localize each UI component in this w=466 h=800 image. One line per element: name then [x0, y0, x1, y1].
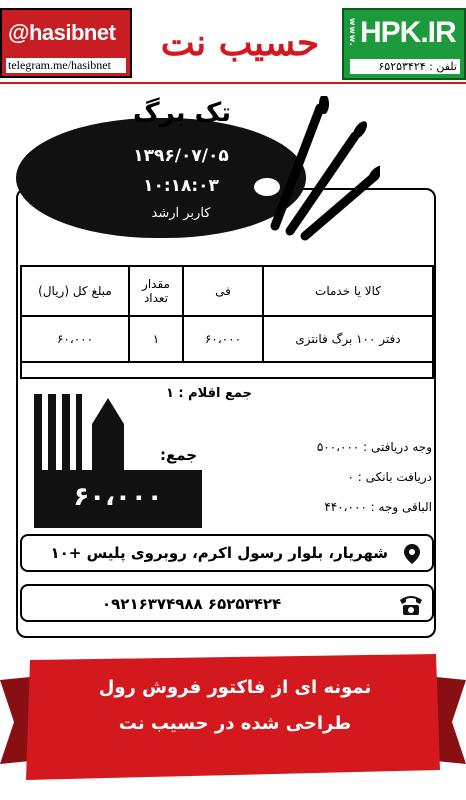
receipt-time: ۱۰:۱۸:۰۳	[143, 176, 219, 196]
receipt-title: تک برگ	[133, 98, 231, 128]
brand-logo	[150, 10, 330, 76]
banner-line-1: نمونه ای از فاکتور فروش رول	[98, 677, 372, 698]
phone-numbers[interactable]: ۰۹۲۱۶۳۷۴۹۸۸ ۶۵۲۵۳۴۲۴	[102, 595, 282, 613]
row-total: ۶۰،۰۰۰	[21, 316, 129, 362]
bank-amount: دریافت بانکی : ۰	[347, 470, 432, 484]
col-unit-price: فی	[183, 266, 263, 316]
site-badge[interactable]	[342, 8, 466, 80]
received-amount: وجه دریافتی : ۵۰۰،۰۰۰	[316, 440, 432, 454]
social-badge[interactable]	[0, 8, 132, 78]
pencil-cup-icon	[34, 384, 144, 474]
telegram-link[interactable]: telegram.me/hasibnet	[6, 58, 126, 73]
table-row	[21, 316, 433, 362]
items-table	[20, 265, 434, 363]
receipt-date: ۱۳۹۶/۰۷/۰۵	[133, 146, 229, 166]
receipt-user: کاربر ارشد	[151, 206, 211, 221]
row-qty: ۱	[129, 316, 183, 362]
www-label: www.	[348, 18, 357, 47]
social-handle: @hasibnet	[8, 20, 116, 45]
sum-label: جمع:	[160, 446, 198, 464]
site-name: HPK.IR	[360, 16, 456, 49]
banner-text	[30, 655, 440, 775]
table-header-row	[21, 266, 433, 316]
col-item: کالا یا خدمات	[263, 266, 433, 316]
address-text: شهریار، بلوار رسول اکرم، روبروی پلیس +۱۰	[50, 544, 388, 562]
paintbrush-icon	[230, 96, 380, 246]
header-phone: تلفن : ۶۵۲۵۳۴۲۴	[350, 59, 460, 74]
col-qty: مقدار تعداد	[129, 266, 183, 316]
location-pin-icon	[400, 542, 424, 566]
row-unit-price: ۶۰،۰۰۰	[183, 316, 263, 362]
table-footer	[20, 363, 434, 379]
sum-box	[34, 470, 202, 528]
phone-box	[20, 584, 434, 622]
row-item: دفتر ۱۰۰ برگ فانتزی	[263, 316, 433, 362]
change-amount: الباقی وجه : ۴۴۰،۰۰۰	[324, 500, 432, 514]
header-bar	[0, 0, 466, 84]
item-count: جمع اقلام : ۱	[165, 386, 252, 401]
banner-line-2: طراحی شده در حسیب نت	[118, 713, 352, 734]
brand-name: حسیب نت	[160, 22, 320, 64]
sum-value: ۶۰،۰۰۰	[73, 482, 163, 512]
col-total: مبلغ کل (ریال)	[21, 266, 129, 316]
address-box	[20, 534, 434, 572]
telephone-icon	[398, 592, 424, 616]
